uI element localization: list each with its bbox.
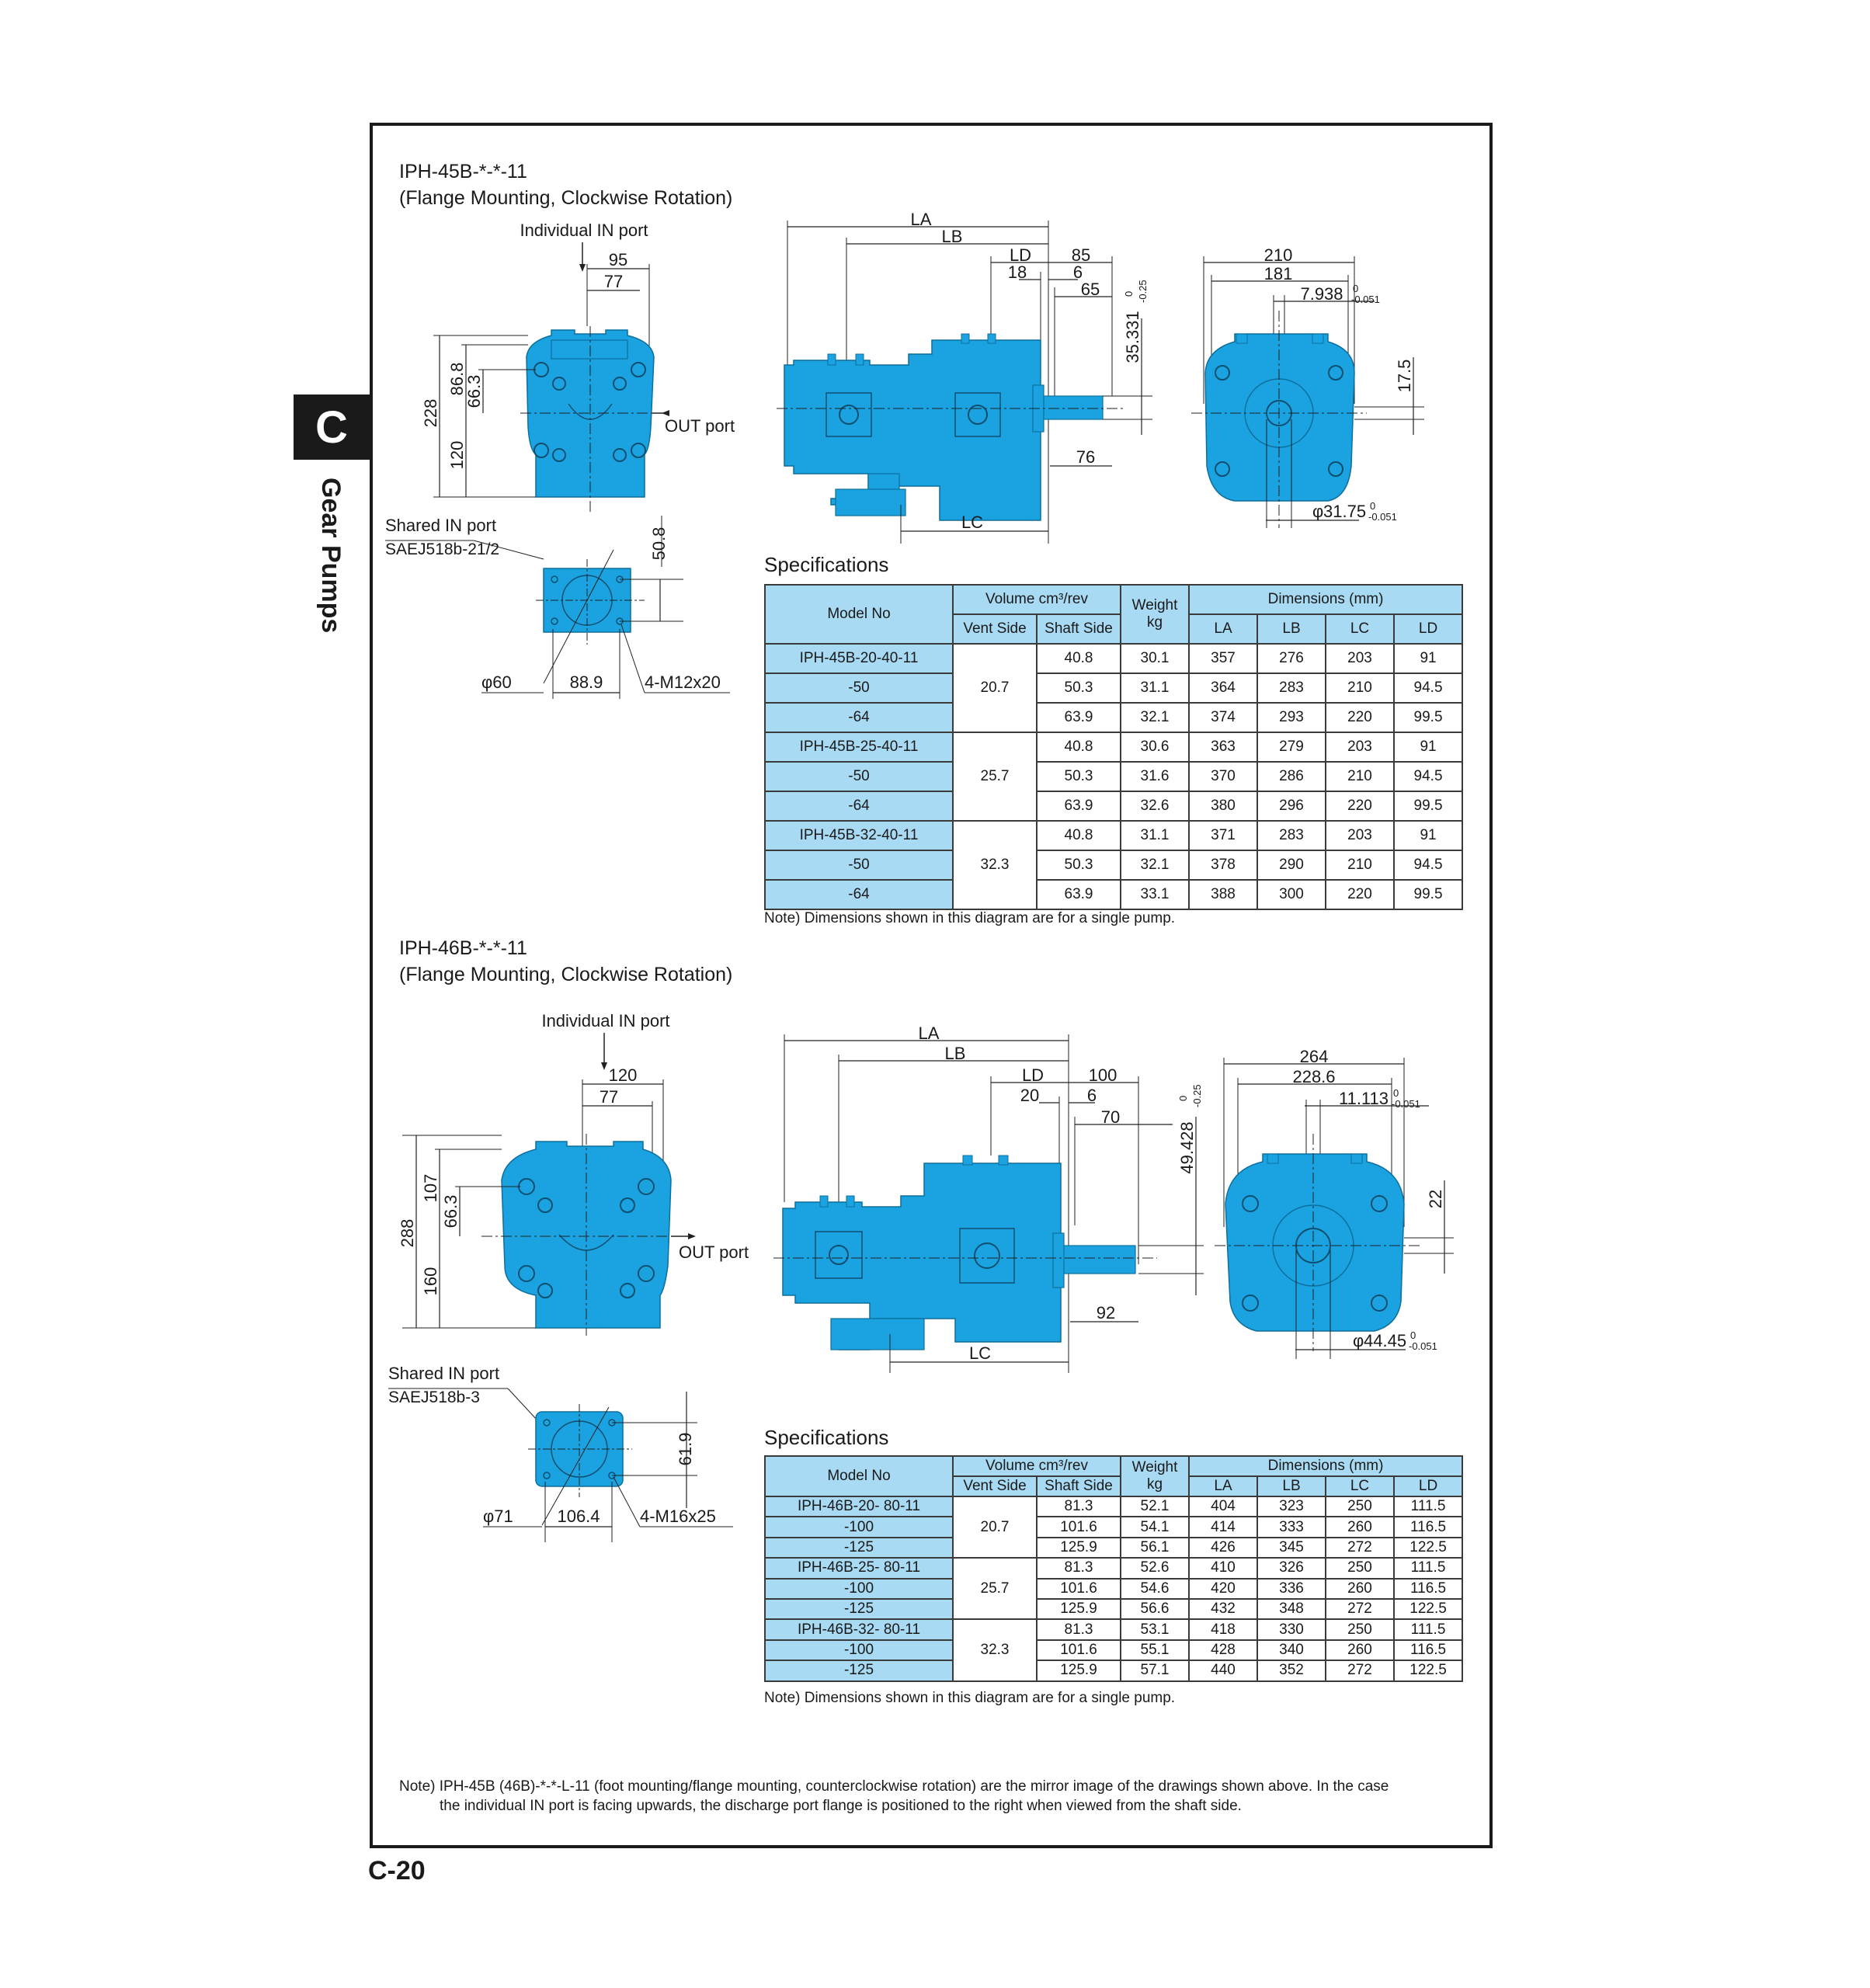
weight-cell: 57.1: [1121, 1660, 1189, 1680]
s2-out-port: OUT port: [679, 1242, 749, 1262]
s2-flange-dim-phi71: φ71: [483, 1507, 513, 1526]
ld-cell: 94.5: [1394, 850, 1462, 880]
t1-h-model: Model No: [765, 585, 953, 644]
ld-cell: 111.5: [1394, 1619, 1462, 1639]
table-row: [765, 703, 1462, 732]
la-cell: 428: [1189, 1640, 1257, 1660]
shaft-side-cell: 125.9: [1037, 1660, 1121, 1680]
s2-flange-dim-1064: 106.4: [557, 1507, 600, 1526]
s2-side-la: LA: [918, 1024, 940, 1043]
lc-cell: 250: [1326, 1619, 1394, 1639]
t1-h-weight-unit: kg: [1146, 614, 1163, 631]
table-row: [765, 850, 1462, 880]
table-row: [765, 1660, 1462, 1680]
model-cell: -100: [765, 1640, 953, 1660]
shaft-side-cell: 81.3: [1037, 1496, 1121, 1517]
lb-cell: 279: [1257, 732, 1326, 762]
table-row: [765, 1538, 1462, 1558]
t1-h-shaft: Shaft Side: [1037, 614, 1121, 644]
ld-cell: 99.5: [1394, 880, 1462, 909]
s2-end-tol-lo-b: -0.051: [1409, 1340, 1437, 1352]
section1-spec-table: [764, 584, 1463, 910]
table-row: [765, 1640, 1462, 1660]
lb-cell: 326: [1257, 1558, 1326, 1578]
table-row: [765, 791, 1462, 821]
s2-side-92: 92: [1096, 1303, 1116, 1322]
ld-cell: 111.5: [1394, 1558, 1462, 1578]
section2-end-view: [1211, 1041, 1468, 1367]
table-row: [765, 1599, 1462, 1619]
lc-cell: 260: [1326, 1640, 1394, 1660]
shaft-side-cell: 40.8: [1037, 732, 1121, 762]
lb-cell: 330: [1257, 1619, 1326, 1639]
s1-specs-heading: Specifications: [764, 553, 889, 576]
lc-cell: 210: [1326, 673, 1394, 703]
table-row: [765, 673, 1462, 703]
table-row: [765, 644, 1462, 673]
s1-end-3175: 31.75: [1323, 502, 1367, 521]
shaft-side-cell: 125.9: [1037, 1599, 1121, 1619]
shaft-side-cell: 125.9: [1037, 1538, 1121, 1558]
ld-cell: 116.5: [1394, 1579, 1462, 1599]
s1-end-tol-hi-b: 0: [1370, 500, 1376, 512]
lc-cell: 203: [1326, 732, 1394, 762]
weight-cell: 52.1: [1121, 1496, 1189, 1517]
model-cell: IPH-46B-32- 80-11: [765, 1619, 953, 1639]
weight-cell: 33.1: [1121, 880, 1189, 909]
la-cell: 357: [1189, 644, 1257, 673]
table-row: [765, 1579, 1462, 1599]
s1-dim-66-3: 66.3: [464, 374, 484, 408]
lb-cell: 340: [1257, 1640, 1326, 1660]
s1-flange-dim-889: 88.9: [569, 673, 603, 692]
s2-front-in-port: Individual IN port: [541, 1011, 670, 1030]
lc-cell: 210: [1326, 850, 1394, 880]
ld-cell: 122.5: [1394, 1660, 1462, 1680]
s2-end-2286: 228.6: [1292, 1067, 1336, 1086]
s2-flange-label2: SAEJ518b-3: [388, 1388, 480, 1406]
vent-side-cell: 25.7: [953, 732, 1037, 821]
ld-cell: 91: [1394, 644, 1462, 673]
s2-end-22: 22: [1426, 1189, 1445, 1209]
ld-cell: 116.5: [1394, 1640, 1462, 1660]
s1-side-85: 85: [1071, 245, 1091, 265]
s1-flange-dim-508: 50.8: [649, 527, 669, 561]
lc-cell: 210: [1326, 762, 1394, 791]
vent-side-cell: 20.7: [953, 644, 1037, 732]
weight-cell: 32.1: [1121, 703, 1189, 732]
t2-h-model: Model No: [765, 1456, 953, 1496]
s1-out-port: OUT port: [665, 416, 735, 436]
s1-side-6: 6: [1072, 262, 1083, 282]
section-tab: [294, 394, 370, 460]
shaft-side-cell: 63.9: [1037, 880, 1121, 909]
t2-h-dims: Dimensions (mm): [1189, 1456, 1462, 1476]
side-label-text: Gear Pumps: [316, 478, 346, 634]
weight-cell: 54.6: [1121, 1579, 1189, 1599]
weight-cell: 32.1: [1121, 850, 1189, 880]
s1-flange-label2: SAEJ518b-21/2: [385, 540, 500, 558]
section1-title-line2: (Flange Mounting, Clockwise Rotation): [399, 187, 733, 209]
la-cell: 410: [1189, 1558, 1257, 1578]
shaft-side-cell: 81.3: [1037, 1619, 1121, 1639]
t1-h-weight-label: Weight: [1131, 597, 1178, 613]
s1-dim-77: 77: [603, 272, 624, 291]
vent-side-cell: 25.7: [953, 1558, 1037, 1619]
shaft-side-cell: 81.3: [1037, 1558, 1121, 1578]
s2-flange-label1: Shared IN port: [388, 1364, 500, 1383]
s2-side-70: 70: [1100, 1107, 1121, 1127]
s2-flange-dim-m16: 4-M16x25: [640, 1507, 716, 1526]
lc-cell: 272: [1326, 1538, 1394, 1558]
lb-cell: 293: [1257, 703, 1326, 732]
s1-end-tol-lo-a: -0.051: [1351, 294, 1380, 305]
lc-cell: 272: [1326, 1599, 1394, 1619]
t2-h-weight-unit: kg: [1146, 1476, 1163, 1493]
vent-side-cell: 20.7: [953, 1496, 1037, 1558]
ld-cell: 116.5: [1394, 1517, 1462, 1537]
section1-end-view: [1188, 233, 1437, 536]
shaft-side-cell: 40.8: [1037, 821, 1121, 850]
section2-flange-view: [384, 1361, 749, 1547]
t2-h-weight-label: Weight: [1131, 1459, 1178, 1475]
section1-flange-view: [381, 513, 746, 707]
section2-front-view: [396, 1010, 777, 1336]
s1-side-18: 18: [1007, 262, 1027, 282]
weight-cell: 32.6: [1121, 791, 1189, 821]
section1-title-line1: IPH-45B-*-*-11: [399, 161, 527, 182]
weight-cell: 31.1: [1121, 673, 1189, 703]
lb-cell: 336: [1257, 1579, 1326, 1599]
lc-cell: 260: [1326, 1517, 1394, 1537]
model-cell: IPH-46B-25- 80-11: [765, 1558, 953, 1578]
section2-title: [399, 935, 732, 988]
model-cell: IPH-45B-32-40-11: [765, 821, 953, 850]
model-cell: IPH-45B-20-40-11: [765, 644, 953, 673]
shaft-side-cell: 101.6: [1037, 1640, 1121, 1660]
la-cell: 388: [1189, 880, 1257, 909]
s2-side-20: 20: [1020, 1086, 1040, 1105]
lb-cell: 345: [1257, 1538, 1326, 1558]
section-tab-letter: C: [315, 401, 348, 453]
ld-cell: 94.5: [1394, 762, 1462, 791]
ld-cell: 99.5: [1394, 703, 1462, 732]
vent-side-cell: 32.3: [953, 1619, 1037, 1680]
s1-side-tol-lo: -0.25: [1137, 280, 1149, 303]
s1-note: Note) Dimensions shown in this diagram are for a single pump.: [764, 910, 1176, 926]
ld-cell: 99.5: [1394, 791, 1462, 821]
shaft-side-cell: 101.6: [1037, 1579, 1121, 1599]
s2-dim-120: 120: [608, 1065, 638, 1085]
t1-h-la: LA: [1189, 614, 1257, 644]
table-row: [765, 1517, 1462, 1537]
t2-h-vent: Vent Side: [953, 1476, 1037, 1496]
model-cell: IPH-46B-20- 80-11: [765, 1496, 953, 1517]
weight-cell: 53.1: [1121, 1619, 1189, 1639]
section2-title-line1: IPH-46B-*-*-11: [399, 937, 527, 959]
s2-side-100: 100: [1088, 1065, 1117, 1085]
s1-dim-228: 228: [421, 398, 440, 428]
la-cell: 404: [1189, 1496, 1257, 1517]
footnote-line1: Note) IPH-45B (46B)-*-*-L-11 (foot mounting/flange mounting, counterclockwise rotation) are the mirror image of the drawings shown above. In the case: [399, 1778, 1389, 1795]
la-cell: 426: [1189, 1538, 1257, 1558]
shaft-side-cell: 63.9: [1037, 791, 1121, 821]
weight-cell: 30.1: [1121, 644, 1189, 673]
model-cell: -50: [765, 673, 953, 703]
la-cell: 371: [1189, 821, 1257, 850]
s2-end-tol-lo-a: -0.051: [1392, 1098, 1420, 1110]
section1-side-view: [769, 210, 1173, 544]
t1-h-lb: LB: [1257, 614, 1326, 644]
la-cell: 370: [1189, 762, 1257, 791]
section1-front-view: [419, 217, 761, 528]
la-cell: 440: [1189, 1660, 1257, 1680]
s2-specs-heading: Specifications: [764, 1426, 889, 1449]
lc-cell: 220: [1326, 703, 1394, 732]
shaft-side-cell: 50.3: [1037, 850, 1121, 880]
s2-end-4445: 44.45: [1364, 1331, 1407, 1350]
section2-side-view: [769, 1024, 1204, 1373]
lc-cell: 220: [1326, 791, 1394, 821]
shaft-side-cell: 50.3: [1037, 762, 1121, 791]
lb-cell: 296: [1257, 791, 1326, 821]
ld-cell: 122.5: [1394, 1538, 1462, 1558]
la-cell: 420: [1189, 1579, 1257, 1599]
t2-h-shaft: Shaft Side: [1037, 1476, 1121, 1496]
s1-front-in-port: Individual IN port: [520, 221, 648, 240]
s2-side-shaft: 49.428: [1177, 1121, 1197, 1174]
ld-cell: 94.5: [1394, 673, 1462, 703]
lb-cell: 352: [1257, 1660, 1326, 1680]
s2-end-tol-hi-a: 0: [1393, 1087, 1399, 1099]
la-cell: 374: [1189, 703, 1257, 732]
lb-cell: 283: [1257, 821, 1326, 850]
s2-side-tol-hi: 0: [1177, 1095, 1189, 1101]
section2-spec-table: [764, 1455, 1463, 1682]
table-row: [765, 880, 1462, 909]
lb-cell: 333: [1257, 1517, 1326, 1537]
s1-side-76: 76: [1076, 447, 1096, 467]
s2-end-phi: φ: [1353, 1331, 1364, 1350]
t2-body: [765, 1496, 1462, 1681]
weight-cell: 52.6: [1121, 1558, 1189, 1578]
model-cell: -125: [765, 1599, 953, 1619]
ld-cell: 91: [1394, 821, 1462, 850]
s2-dim-66-3: 66.3: [441, 1194, 461, 1229]
lc-cell: 250: [1326, 1558, 1394, 1578]
t1-h-lc: LC: [1326, 614, 1394, 644]
side-label: [294, 478, 370, 648]
footnote: [399, 1777, 1471, 1816]
t2-h-ld: LD: [1394, 1476, 1462, 1496]
lc-cell: 203: [1326, 821, 1394, 850]
shaft-side-cell: 50.3: [1037, 673, 1121, 703]
s1-end-tol-lo-b: -0.051: [1368, 511, 1397, 523]
model-cell: -64: [765, 880, 953, 909]
la-cell: 364: [1189, 673, 1257, 703]
la-cell: 432: [1189, 1599, 1257, 1619]
model-cell: -64: [765, 791, 953, 821]
page-number: C-20: [368, 1856, 426, 1885]
shaft-side-cell: 101.6: [1037, 1517, 1121, 1537]
la-cell: 414: [1189, 1517, 1257, 1537]
ld-cell: 91: [1394, 732, 1462, 762]
t1-h-volume: Volume cm³/rev: [953, 585, 1121, 614]
model-cell: -125: [765, 1538, 953, 1558]
t2-h-volume: Volume cm³/rev: [953, 1456, 1121, 1476]
s1-flange-dim-m12: 4-M12x20: [645, 673, 721, 692]
weight-cell: 54.1: [1121, 1517, 1189, 1537]
table-row: [765, 821, 1462, 850]
table-row: [765, 1558, 1462, 1578]
weight-cell: 56.1: [1121, 1538, 1189, 1558]
s2-side-lb: LB: [944, 1044, 966, 1063]
table-row: [765, 1496, 1462, 1517]
weight-cell: 56.6: [1121, 1599, 1189, 1619]
table-row: [765, 1619, 1462, 1639]
s1-side-lb: LB: [941, 227, 963, 246]
model-cell: -100: [765, 1517, 953, 1537]
la-cell: 380: [1189, 791, 1257, 821]
section1-title: [399, 158, 732, 211]
weight-cell: 55.1: [1121, 1640, 1189, 1660]
table-row: [765, 762, 1462, 791]
vent-side-cell: 32.3: [953, 821, 1037, 909]
shaft-side-cell: 40.8: [1037, 644, 1121, 673]
s1-side-shaft: 35.331: [1123, 311, 1142, 363]
shaft-side-cell: 63.9: [1037, 703, 1121, 732]
s2-side-tol-lo: -0.25: [1191, 1084, 1203, 1107]
model-cell: -64: [765, 703, 953, 732]
s2-note: Note) Dimensions shown in this diagram are for a single pump.: [764, 1690, 1176, 1706]
s1-side-lc: LC: [961, 513, 984, 532]
lc-cell: 203: [1326, 644, 1394, 673]
s1-flange-dim-phi60: φ60: [481, 673, 512, 692]
s2-dim-77: 77: [599, 1087, 619, 1107]
s2-side-lc: LC: [968, 1343, 992, 1363]
s1-end-181: 181: [1263, 264, 1293, 283]
t1-body: [765, 644, 1462, 909]
s1-end-7938: 7.938: [1300, 284, 1343, 304]
model-cell: IPH-45B-25-40-11: [765, 732, 953, 762]
s1-flange-label1: Shared IN port: [385, 516, 497, 535]
ld-cell: 122.5: [1394, 1599, 1462, 1619]
footnote-line2: the individual IN port is facing upwards, the discharge port flange is positioned to the right when viewed from the shaft side.: [440, 1798, 1242, 1814]
s1-dim-95: 95: [608, 250, 628, 269]
s1-side-la: LA: [910, 210, 932, 229]
t2-h-lb: LB: [1257, 1476, 1326, 1496]
lc-cell: 272: [1326, 1660, 1394, 1680]
model-cell: -125: [765, 1660, 953, 1680]
table-row: [765, 732, 1462, 762]
s2-dim-160: 160: [421, 1267, 440, 1296]
la-cell: 363: [1189, 732, 1257, 762]
s1-side-65: 65: [1080, 280, 1100, 299]
weight-cell: 31.1: [1121, 821, 1189, 850]
lb-cell: 286: [1257, 762, 1326, 791]
model-cell: -100: [765, 1579, 953, 1599]
la-cell: 378: [1189, 850, 1257, 880]
s1-side-tol-hi: 0: [1123, 290, 1135, 297]
s2-end-264: 264: [1299, 1047, 1329, 1066]
s1-side-body: [784, 340, 1041, 520]
s1-side-ld: LD: [1009, 245, 1032, 265]
ld-cell: 111.5: [1394, 1496, 1462, 1517]
s1-end-17-5: 17.5: [1395, 359, 1414, 393]
s2-flange-dim-619: 61.9: [676, 1432, 695, 1466]
weight-cell: 30.6: [1121, 732, 1189, 762]
lb-cell: 300: [1257, 880, 1326, 909]
t2-h-lc: LC: [1326, 1476, 1394, 1496]
lb-cell: 348: [1257, 1599, 1326, 1619]
s2-side-6: 6: [1086, 1086, 1097, 1105]
s2-dim-107: 107: [421, 1173, 440, 1203]
lb-cell: 323: [1257, 1496, 1326, 1517]
lb-cell: 283: [1257, 673, 1326, 703]
s1-end-210: 210: [1263, 245, 1293, 265]
s1-dim-120: 120: [447, 440, 467, 470]
s1-end-tol-hi-a: 0: [1353, 283, 1359, 294]
t1-h-dims: Dimensions (mm): [1189, 585, 1462, 614]
lc-cell: 260: [1326, 1579, 1394, 1599]
s2-dim-288: 288: [398, 1218, 417, 1248]
s2-end-tol-hi-b: 0: [1410, 1329, 1416, 1341]
t1-h-vent: Vent Side: [953, 614, 1037, 644]
weight-cell: 31.6: [1121, 762, 1189, 791]
s1-end-phi: φ: [1312, 502, 1324, 521]
t2-h-la: LA: [1189, 1476, 1257, 1496]
lc-cell: 250: [1326, 1496, 1394, 1517]
lb-cell: 290: [1257, 850, 1326, 880]
t1-h-ld: LD: [1394, 614, 1462, 644]
model-cell: -50: [765, 850, 953, 880]
t2-h-weight: [1121, 1456, 1189, 1496]
s2-end-11113: 11.113: [1338, 1089, 1389, 1108]
t1-h-weight: [1121, 585, 1189, 644]
model-cell: -50: [765, 762, 953, 791]
s2-side-ld: LD: [1021, 1065, 1044, 1085]
lc-cell: 220: [1326, 880, 1394, 909]
s1-dim-86-8: 86.8: [447, 362, 467, 396]
la-cell: 418: [1189, 1619, 1257, 1639]
section2-title-line2: (Flange Mounting, Clockwise Rotation): [399, 964, 733, 985]
lb-cell: 276: [1257, 644, 1326, 673]
